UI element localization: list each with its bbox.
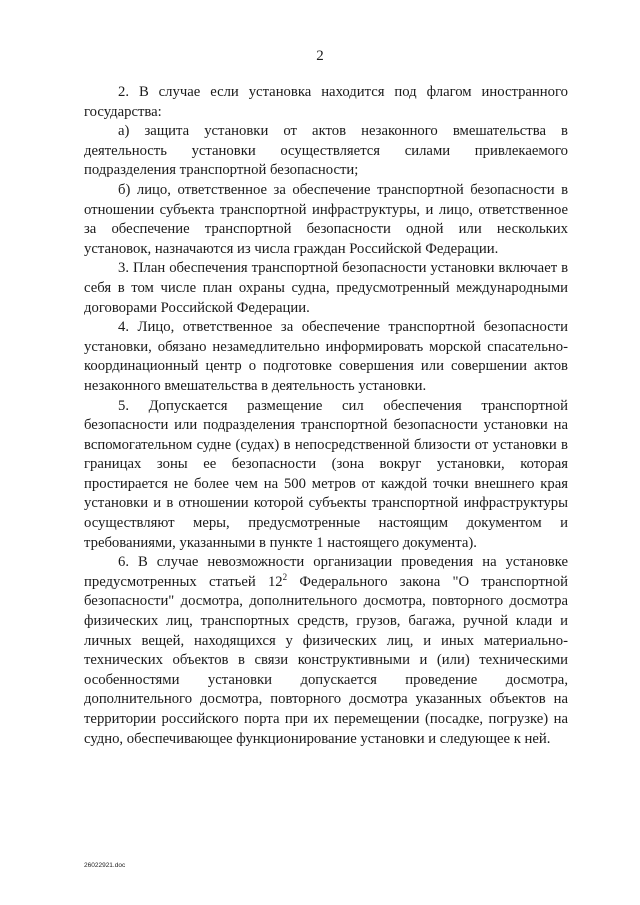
paragraph-6-start: 6. В случае невозможности организации проведения на установке предусмотренных статьей 12 bbox=[84, 554, 568, 590]
paragraph-2b: б) лицо, ответственное за обеспечение транспортной безопасности в отношении субъекта транспортной инфраструктуры, и лицо, ответственное за обеспечение транспортной безопасности одной или нескольких установок, назначаются из числа граждан Российской Федерации. bbox=[84, 181, 568, 257]
paragraph-6 bbox=[84, 553, 568, 749]
page-number: 2 bbox=[316, 48, 324, 64]
paragraph-2a: а) защита установки от актов незаконного вмешательства в деятельность установки осуществляется силами привлекаемого подразделения транспортной безопасности; bbox=[84, 123, 568, 179]
file-name-footer: 26022921.doc bbox=[84, 862, 126, 869]
article-superscript: 2 bbox=[282, 571, 288, 582]
paragraph-6-rest: Федерального закона "О транспортной безопасности" досмотра, дополнительного досмотра, повторного досмотра физических лиц, транспортных средств, грузов, багажа, ручной клади и личных вещей, находящихся у физических лиц, и иных материально-технических объектов в связи конструктивными и (или) техническими особенностями установки допускается проведение досмотра, дополнительного досмотра, повторного досмотра указанных объектов на территории российского порта при их перемещении (посадке, погрузке) на судно, обеспечивающее функционирование установки и следующее к ней. bbox=[84, 573, 568, 747]
paragraph-5: 5. Допускается размещение сил обеспечения транспортной безопасности или подразделения транспортной безопасности установки на вспомогательном судне (судах) в непосредственной близости от установки в границах зоны ее безопасности (зона вокруг установки, которая простирается не более чем на 500 метров от каждой точки внешнего края установки и в отношении которой субъекты транспортной инфраструктуры осуществляют меры, предусмотренные настоящим документом и требованиями, указанными в пункте 1 настоящего документа). bbox=[84, 397, 568, 551]
document-body bbox=[84, 83, 568, 749]
paragraph-3: 3. План обеспечения транспортной безопасности установки включает в себя в том числе план охраны судна, предусмотренный международными договорами Российской Федерации. bbox=[84, 260, 568, 316]
paragraph-2: 2. В случае если установка находится под флагом иностранного государства: bbox=[84, 84, 568, 120]
paragraph-4: 4. Лицо, ответственное за обеспечение транспортной безопасности установки, обязано незамедлительно информировать морской спасательно-координационный центр о подготовке совершения или совершении актов незаконного вмешательства в деятельность установки. bbox=[84, 319, 568, 394]
